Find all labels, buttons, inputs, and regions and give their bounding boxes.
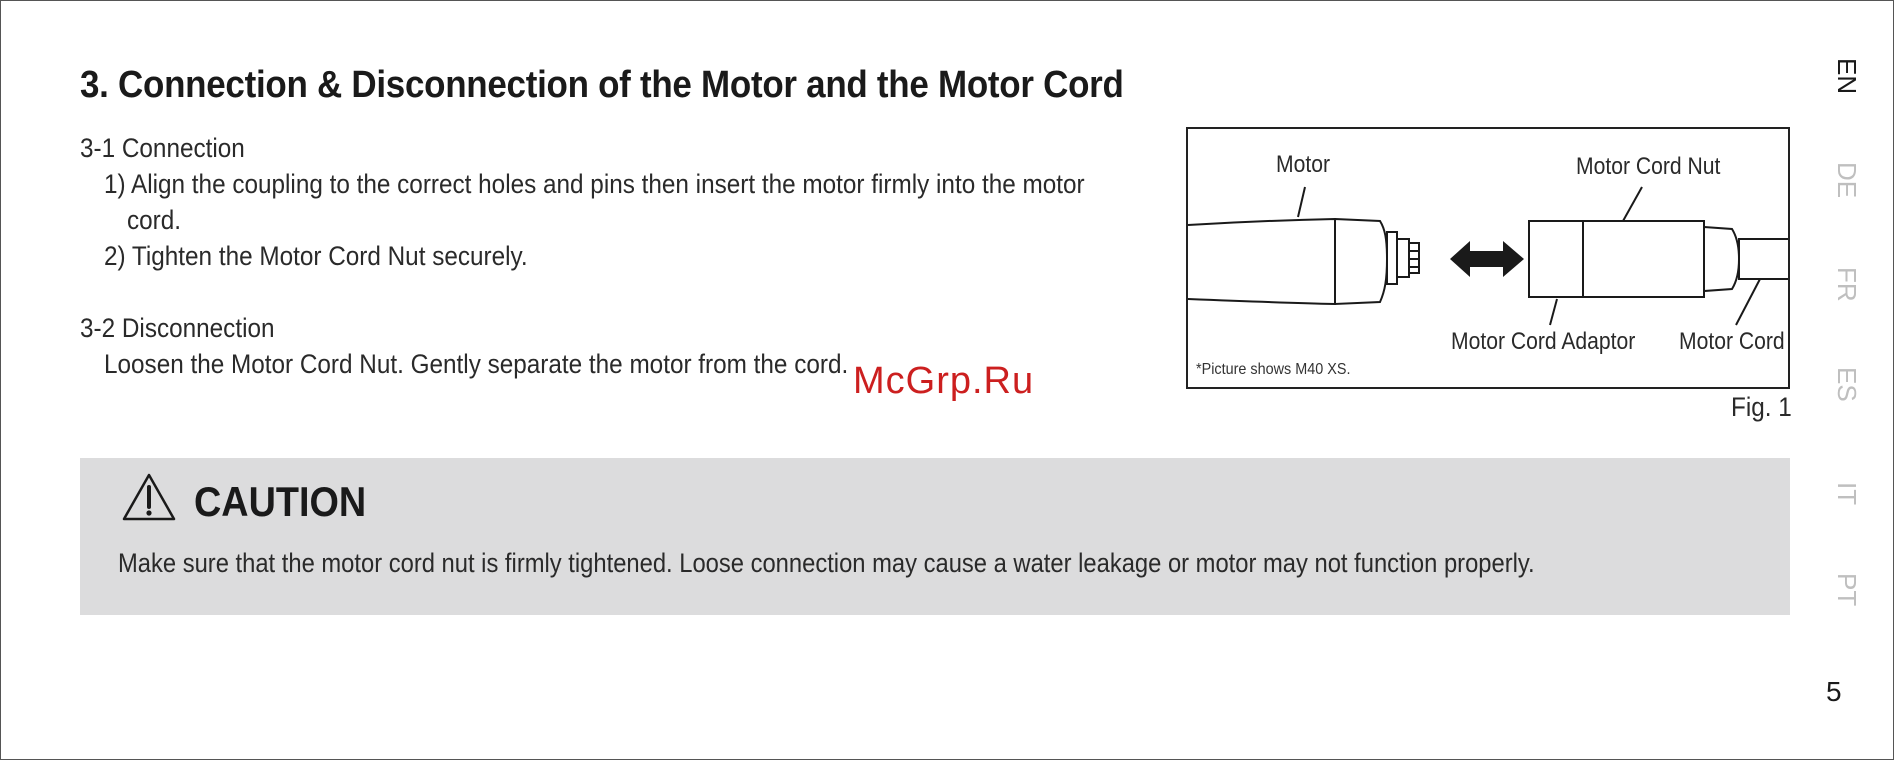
disconnection-heading: 3-2 Disconnection: [80, 313, 275, 343]
motor-cord-nut-label: Motor Cord Nut: [1576, 153, 1721, 180]
connection-heading: 3-1 Connection: [80, 133, 245, 163]
language-tab-en[interactable]: EN: [1832, 57, 1862, 95]
language-tab-fr[interactable]: FR: [1832, 266, 1862, 302]
language-tab-es[interactable]: ES: [1832, 366, 1862, 402]
watermark: McGrp.Ru: [853, 360, 1035, 402]
figure-caption: Fig. 1: [1731, 392, 1792, 422]
caution-text: Make sure that the motor cord nut is firmly tightened. Loose connection may cause a water leakage or motor may not function properly.: [118, 548, 1535, 578]
connection-step-2: 2) Tighten the Motor Cord Nut securely.: [104, 241, 528, 271]
figure-note: *Picture shows M40 XS.: [1196, 361, 1351, 378]
language-tab-it[interactable]: IT: [1832, 482, 1862, 506]
caution-box: [80, 458, 1790, 615]
connection-step-1-continued: cord.: [127, 205, 182, 235]
motor-cord-label: Motor Cord: [1679, 328, 1785, 355]
page-number: 5: [1826, 676, 1842, 707]
motor-label: Motor: [1276, 151, 1330, 178]
language-tab-pt[interactable]: PT: [1832, 573, 1862, 607]
caution-title: CAUTION: [194, 478, 367, 525]
disconnection-text: Loosen the Motor Cord Nut. Gently separate the motor from the cord.: [104, 349, 849, 379]
motor-cord-adaptor-label: Motor Cord Adaptor: [1451, 328, 1636, 355]
connection-step-1: 1) Align the coupling to the correct holes and pins then insert the motor firmly into the motor: [104, 169, 1085, 199]
warning-triangle-icon: [122, 472, 176, 522]
figure-1: [1186, 127, 1790, 389]
section-title: 3. Connection & Disconnection of the Motor and the Motor Cord: [80, 64, 1124, 106]
language-tab-de[interactable]: DE: [1832, 161, 1862, 199]
